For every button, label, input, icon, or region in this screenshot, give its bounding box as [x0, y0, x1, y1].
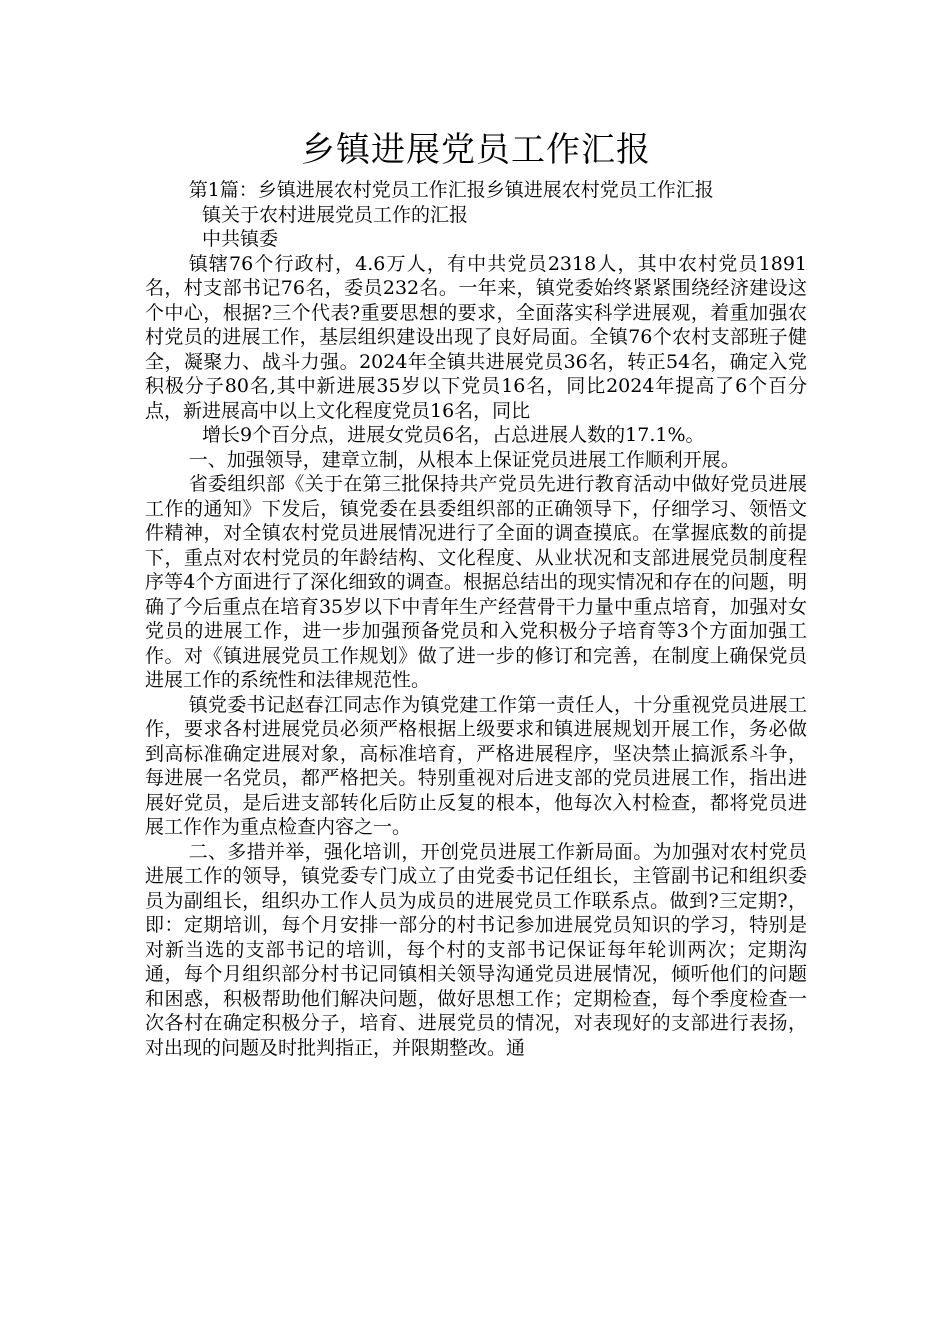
report-subtitle: 镇关于农村进展党员工作的汇报 — [202, 203, 469, 226]
report-author: 中共镇委 — [202, 228, 279, 250]
section-heading: 第1篇：乡镇进展农村党员工作汇报乡镇进展农村党员工作汇报 — [188, 179, 714, 201]
document-title: 乡镇进展党员工作汇报 — [301, 130, 651, 170]
body-paragraph: 增长9个百分点，进展女党员6名，占总进展人数的17.1%。 — [202, 424, 705, 446]
body-paragraph: 镇党委书记赵春江同志作为镇党建工作第一责任人，十分重视党员进展工作，要求各村进展党员必须严格根据上级要求和镇进展规划开展工作，务必做到高标准确定进展对象，高标准培育，严格进展程序，坚决禁止搞派系斗争，每进展一名党员，都严格把关。特别重视对后进支部的党员进展工作，指出进展好党员，是后进支部转化后防止反复的根本，他每次入村检查，都将党员进展工作作为重点检查内容之一。 — [145, 693, 807, 838]
section-heading: 一、加强领导，建章立制，从根本上保证党员进展工作顺利开展。 — [188, 448, 740, 471]
body-paragraph: 省委组织部《关于在第三批保持共产党员先进行教育活动中做好党员进展工作的通知》下发后，镇党委在县委组织部的正确领导下，仔细学习、领悟文件精神，对全镇农村党员进展情况进行了全面的调查摸底。在掌握底数的前提下，重点对农村党员的年龄结构、文化程度、从业状况和支部进展党员制度程序等4个方面进行了深化细致的调查。根据总结出的现实情况和存在的问题，明确了今后重点在培育35岁以下中青年生产经营骨干力量中重点培育，加强对女党员的进展工作，进一步加强预备党员和入党积极分子培育等3个方面加强工作。对《镇进展党员工作规划》做了进一步的修订和完善，在制度上确保党员进展工作的系统性和法律规范性。 — [145, 473, 807, 691]
body-paragraph: 镇辖76个行政村，4.6万人，有中共党员2318人，其中农村党员1891名，村支部书记76名，委员232名。一年来，镇党委始终紧紧围绕经济建设这个中心，根据?三个代表?重要思想的要求，全面落实科学进展观，着重加强农村党员的进展工作，基层组织建设出现了良好局面。全镇76个农村支部班子健全，凝聚力、战斗力强。2024年全镇共进展党员36名，转正54名，确定入党积极分子80名,其中新进展35岁以下党员16名，同比2024年提高了6个百分点，新进展高中以上文化程度党员16名，同比 — [145, 252, 807, 422]
document-page — [145, 128, 807, 1060]
body-paragraph: 二、多措并举，强化培训，开创党员进展工作新局面。为加强对农村党员进展工作的领导，镇党委专门成立了由党委书记任组长，主管副书记和组织委员为副组长，组织办工作人员为成员的进展党员工作联系点。做到?三定期?，即：定期培训，每个月安排一部分的村书记参加进展党员知识的学习，特别是对新当选的支部书记的培训，每个村的支部书记保证每年轮训两次；定期沟通，每个月组织部分村书记同镇相关领导沟通党员进展情况，倾听他们的问题和困惑，积极帮助他们解决问题，做好思想工作；定期检查，每个季度检查一次各村在确定积极分子，培育、进展党员的情况，对表现好的支部进行表扬，对出现的问题及时批判指正，并限期整改。通 — [145, 840, 807, 1059]
